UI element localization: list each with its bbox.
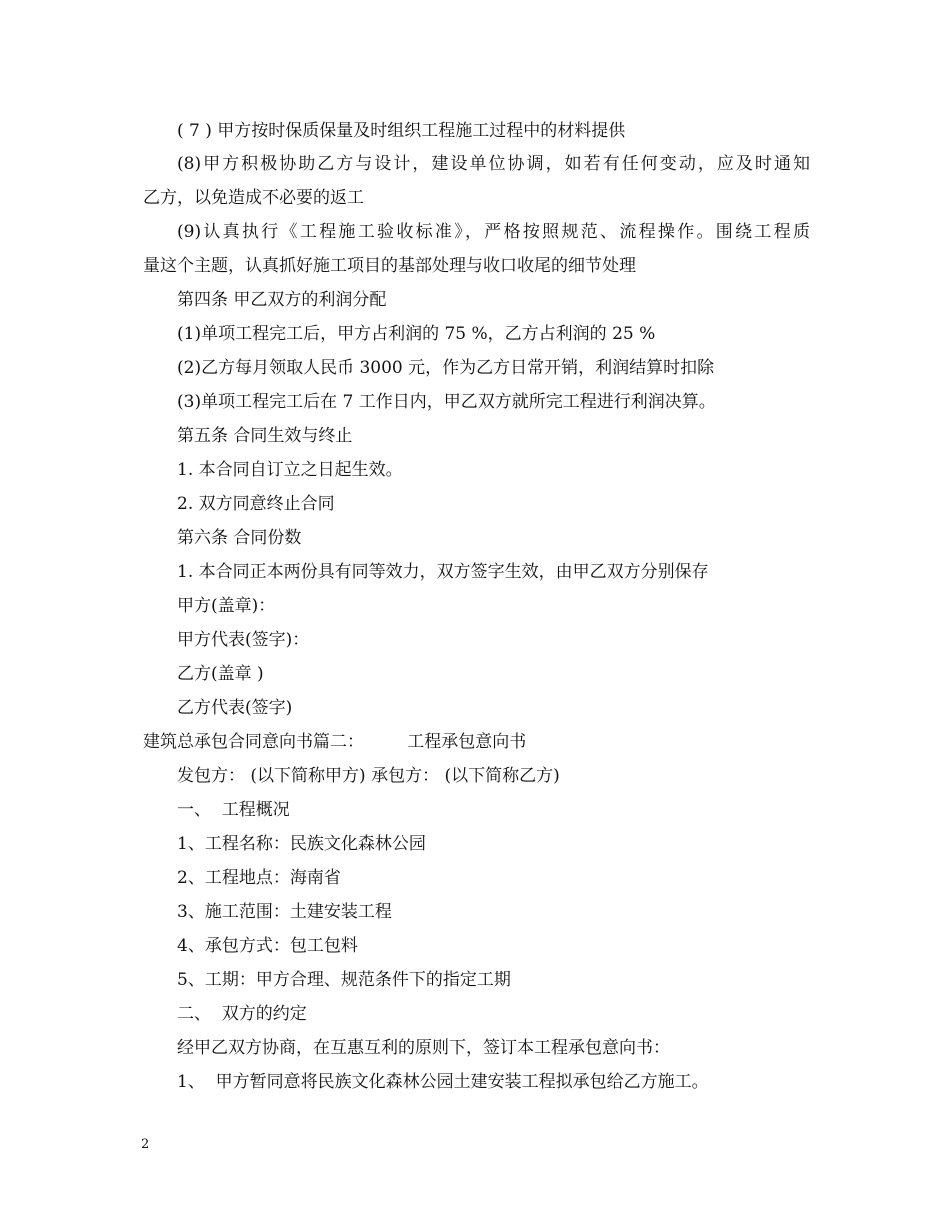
section-heading: 第四条 甲乙双方的利润分配 (177, 290, 387, 310)
section-heading: 一、 工程概况 (177, 800, 290, 820)
section-heading: 第六条 合同份数 (177, 528, 302, 548)
paragraph-line: (3)单项工程完工后在 7 工作日内，甲乙双方就所完工程进行利润决算。 (177, 392, 716, 412)
paragraph-line: 1、工程名称：民族文化森林公园 (177, 834, 426, 854)
paragraph-line: 5、工期：甲方合理、规范条件下的指定工期 (177, 970, 511, 990)
paragraph-line: 1、 甲方暂同意将民族文化森林公园土建安装工程拟承包给乙方施工。 (177, 1072, 709, 1092)
paragraph-line: 2、工程地点：海南省 (177, 868, 341, 888)
paragraph-line: 2. 双方同意终止合同 (177, 494, 335, 514)
paragraph-line: 1. 本合同正本两份具有同等效力，双方签字生效，由甲乙双方分别保存 (177, 562, 709, 582)
page-number: 2 (141, 1137, 150, 1152)
paragraph-line: 经甲乙双方协商，在互惠互利的原则下，签订本工程承包意向书： (177, 1038, 670, 1058)
paragraph-line: (8)甲方积极协助乙方与设计，建设单位协调，如若有任何变动，应及时通知 (177, 154, 810, 174)
paragraph-line: 1. 本合同自订立之日起生效。 (177, 460, 403, 480)
paragraph-line: 发包方： (以下简称甲方) 承包方： (以下简称乙方) (177, 766, 560, 786)
paragraph-line: (9)认真执行《工程施工验收标准》，严格按照规范、流程操作。围绕工程质 (177, 222, 810, 242)
paragraph-line: 3、施工范围：土建安装工程 (177, 902, 392, 922)
signature-line: 乙方代表(签字) (177, 698, 293, 718)
paragraph-line: 4、承包方式：包工包料 (177, 936, 358, 956)
paragraph-line: 量这个主题，认真抓好施工项目的基部处理与收口收尾的细节处理 (143, 256, 636, 276)
signature-line: 甲方代表(签字)： (177, 630, 310, 650)
signature-line: 乙方(盖章 ) (177, 664, 264, 684)
paragraph-line: (2)乙方每月领取人民币 3000 元，作为乙方日常开销，利润结算时扣除 (177, 358, 715, 378)
paragraph-line: ( 7 ) 甲方按时保质保量及时组织工程施工过程中的材料提供 (177, 121, 626, 141)
paragraph-line: 乙方，以免造成不必要的返工 (143, 188, 364, 208)
section-heading: 二、 双方的约定 (177, 1004, 307, 1024)
paragraph-line: (1)单项工程完工后，甲方占利润的 75 %，乙方占利润的 25 % (177, 324, 656, 344)
section-heading: 第五条 合同生效与终止 (177, 426, 353, 446)
signature-line: 甲方(盖章)： (177, 596, 276, 616)
document-title: 建筑总承包合同意向书篇二： 工程承包意向书 (143, 732, 527, 752)
